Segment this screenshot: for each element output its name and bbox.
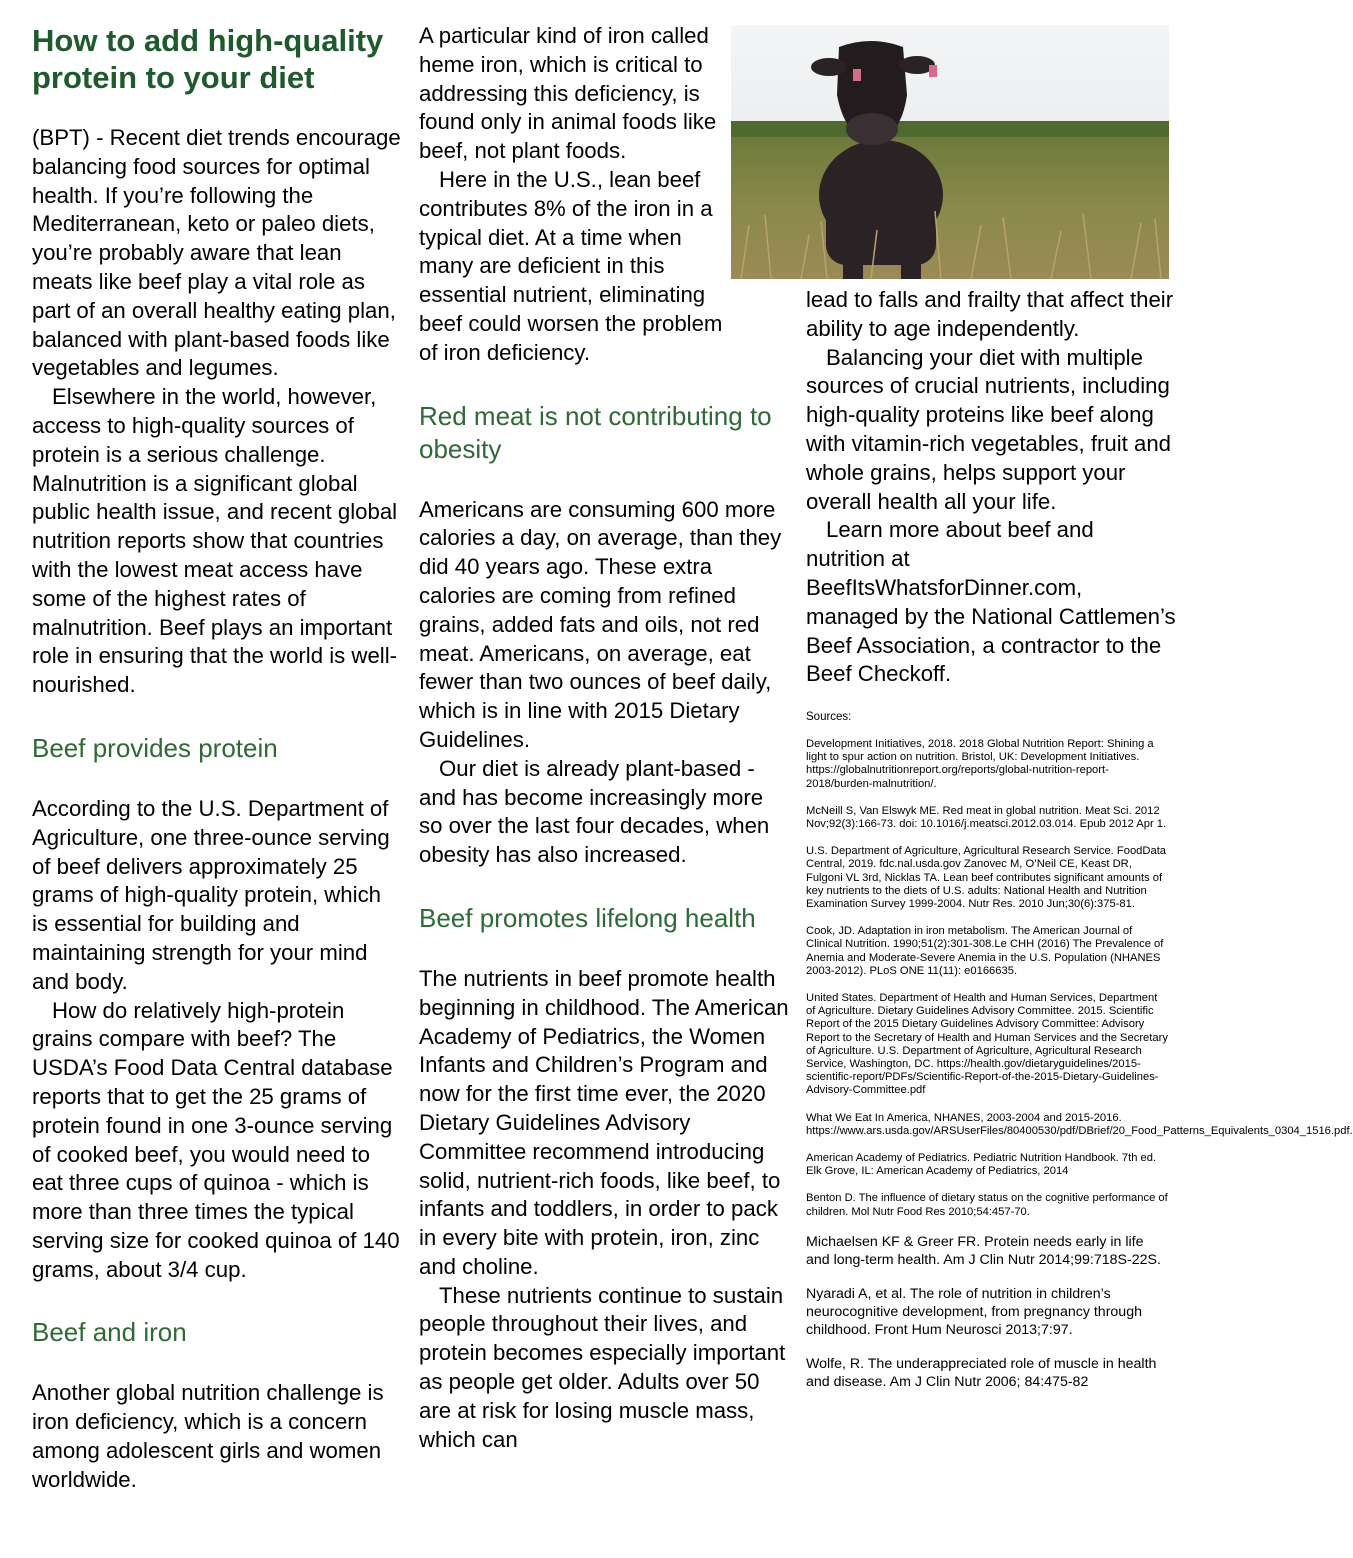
source-item: McNeill S, Van Elswyk ME. Red meat in global nutrition. Meat Sci. 2012 Nov;92(3):166-73. doi: 10.1016/j.meatsci.2012.03.014. Epub 2012 Apr 1. <box>806 804 1167 831</box>
source-item: Wolfe, R. The underappreciated role of muscle in health and disease. Am J Clin Nutr 2006; 84:475-82 <box>806 1355 1157 1390</box>
paragraph-access-protein: Elsewhere in the world, however, access to high-quality sources of protein is a serious challenge. Malnutrition is a significant global public health issue, and recent global nutrition reports show that countries with the lowest meat access have some of the highest rates of malnutrition. Beef plays an important role in ensuring that the world is well-nourished. <box>32 384 398 698</box>
paragraph-iron-deficiency: Another global nutrition challenge is iron deficiency, which is a concern among adolescent girls and women worldwide. <box>32 1380 384 1492</box>
article-title: How to add high-quality protein to your diet <box>32 23 384 95</box>
source-item: United States. Department of Health and Human Services, Department of Agriculture. Dietary Guidelines Advisory Committee. 2015. Scientific Report of the 2015 Dietary Guidelines Advisory Committee: Advisory Report to the Secretary of Health and Human Services and the Secretary of Agriculture. U.S. Department of Agriculture, Agricultural Research Service, Washington, DC. https://health.gov/dietaryguidelines/2015-scientific-report/PDFs/Scientific-Report-of-the-2015-Dietary-Guidelines-Advisory-Committee.pdf <box>806 992 1168 1097</box>
source-item: Benton D. The influence of dietary status on the cognitive performance of children. Mol Nutr Food Res 2010;54:457-70. <box>806 1192 1168 1218</box>
source-item: Nyaradi A, et al. The role of nutrition in children’s neurocognitive development, from pregnancy through childhood. Front Hum Neurosci 2013;7:97. <box>806 1285 1142 1338</box>
source-item: U.S. Department of Agriculture, Agricultural Research Service. FoodData Central, 2019. fdc.nal.usda.gov Zanovec M, O’Neil CE, Keast DR, Fulgoni VL 3rd, Nicklas TA. Lean beef contributes significant amounts of key nutrients to the diets of U.S. adults: National Health and Nutrition Examination Survey 1999-2004. Nutr Res. 2010 Jun;30(6):375-81. <box>806 845 1167 911</box>
source-item: Michaelsen KF & Greer FR. Protein needs early in life and long-term health. Am J Clin Nutr 2014;99:718S-22S. <box>806 1233 1161 1268</box>
paragraph-plant-based: Our diet is already plant-based - and has become increasingly more so over the last four decades, when obesity has also increased. <box>419 755 770 868</box>
paragraph-us-iron-text: Here in the U.S., lean beef contributes 8% of the iron in a typical diet. At a time when many are deficient in this essential nutrient, eliminating beef could worsen the problem of iron deficiency. <box>419 166 723 365</box>
heading-red-meat-obesity: Red meat is not contributing to obesity <box>419 400 772 464</box>
column-3 <box>806 286 1176 689</box>
cow-photo <box>731 25 1169 279</box>
paragraph-quinoa-comparison: How do relatively high-protein grains compare with beef? The USDA’s Food Data Central database reports that to get the 25 grams of protein found in one 3-ounce serving of cooked beef, you would need to eat three cups of quinoa - which is more than three times the typical serving size for cooked quinoa of 140 grams, about 3/4 cup. <box>32 997 400 1282</box>
heading-beef-and-iron: Beef and iron <box>32 1317 187 1348</box>
paragraph-usda-protein: According to the U.S. Department of Agriculture, one three-ounce serving of beef delivers approximately 25 grams of high-quality protein, which is essential for building and maintaining strength for your mind and body. <box>32 795 390 994</box>
source-item: American Academy of Pediatrics. Pediatric Nutrition Handbook. 7th ed. Elk Grove, IL: American Academy of Pediatrics, 2014 <box>806 1152 1157 1178</box>
intro-paragraph: (BPT) - Recent diet trends encourage balancing food sources for optimal health. If you’re following the Mediterranean, keto or paleo diets, you’re probably aware that lean meats like beef play a vital role as part of an overall healthy eating plan, balanced with plant-based foods like vegetables and legumes. <box>32 125 401 381</box>
paragraph-childhood-nutrients: The nutrients in beef promote health beginning in childhood. The American Academy of Pediatrics, the Women Infants and Children’s Program and now for the first time ever, the 2020 Dietary Guidelines Advisory Committee recommend introducing solid, nutrient-rich foods, like beef, to infants and toddlers, in order to pack in every bite with protein, iron, zinc and choline. <box>419 965 789 1279</box>
paragraph-frailty: lead to falls and frailty that affect their ability to age independently. <box>806 287 1174 341</box>
column-1 <box>32 22 402 1495</box>
paragraph-balance-diet: Balancing your diet with multiple sources of crucial nutrients, including high-quality proteins like beef along with vitamin-rich vegetables, fruit and whole grains, helps support your overall health all your life. <box>806 344 1172 514</box>
sources-heading: Sources: <box>806 711 852 723</box>
paragraph-heme-iron: A particular kind of iron called heme iron, which is critical to addressing this deficiency, is found only in animal foods like beef, not plant foods. <box>419 23 717 164</box>
paragraph-calories: Americans are consuming 600 more calories a day, on average, than they did 40 years ago. These extra calories are coming from refined grains, added fats and oils, not red meat. Americans, on average, eat fewer than two ounces of beef daily, which is in line with 2015 Dietary Guidelines. <box>419 496 782 752</box>
source-item: Development Initiatives, 2018. 2018 Global Nutrition Report: Shining a light to spur action on nutrition. Bristol, UK: Development Initiatives. https://globalnutritionreport.org/reports/global-nutrition-report-2018/burden-malnutrition/. <box>806 738 1154 790</box>
paragraph-learn-more: Learn more about beef and nutrition at BeefItsWhatsforDinner.com, managed by the National Cattlemen’s Beef Association, a contractor to the Beef Checkoff. <box>806 517 1176 687</box>
heading-beef-provides-protein: Beef provides protein <box>32 732 278 763</box>
heading-lifelong-health: Beef promotes lifelong health <box>419 902 756 933</box>
sources-list <box>806 710 1353 1407</box>
paragraph-aging-protein: These nutrients continue to sustain people throughout their lives, and protein becomes especially important as people get older. Adults over 50 are at risk for losing muscle mass, which can <box>419 1282 786 1452</box>
black-angus-cow-icon <box>731 25 1169 279</box>
source-item: What We Eat In America, NHANES, 2003-2004 and 2015-2016. https://www.ars.usda.gov/ARSUserFiles/80400530/pdf/DBrief/20_Food_Patterns_Equivalents_0304_1516.pdf. <box>806 1111 1353 1137</box>
source-item: Cook, JD. Adaptation in iron metabolism. The American Journal of Clinical Nutrition. 1990;51(2):301-308.Le CHH (2016) The Prevalence of Anemia and Moderate-Severe Anemia in the U.S. Population (NHANES 2003-2012). PLoS ONE 11(11): e0166635. <box>806 925 1164 977</box>
